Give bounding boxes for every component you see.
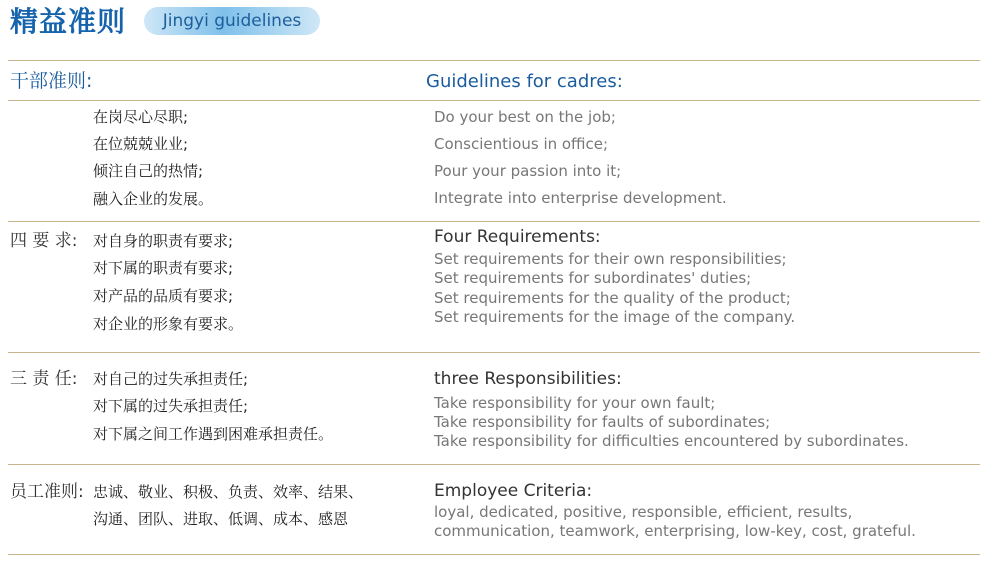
cadres-en-item: Pour your passion into it;: [434, 162, 622, 180]
employee-cn-item: 沟通、团队、进取、低调、成本、感恩: [93, 510, 349, 528]
cadres-en-item: Integrate into enterprise development.: [434, 189, 727, 207]
responsibilities-label: 三 责 任:: [10, 369, 78, 389]
divider-bottom: [8, 554, 980, 555]
employee-cn-item: 忠诚、敬业、积极、负责、效率、结果、: [93, 483, 364, 501]
responsibilities-en-title: three Responsibilities:: [434, 369, 622, 389]
cadres-cn-item: 在位兢兢业业;: [93, 135, 189, 153]
divider-requirements: [8, 221, 980, 222]
requirements-en-title: Four Requirements:: [434, 227, 601, 247]
header-cadres-en: Guidelines for cadres:: [426, 71, 623, 92]
responsibilities-en-item: Take responsibility for difficulties encountered by subordinates.: [434, 432, 909, 450]
responsibilities-en-item: Take responsibility for your own fault;: [434, 394, 716, 412]
employee-en-title: Employee Criteria:: [434, 481, 593, 501]
requirements-cn-item: 对自身的职责有要求;: [93, 232, 234, 250]
cadres-en-item: Do your best on the job;: [434, 108, 616, 126]
requirements-cn-item: 对下属的职责有要求;: [93, 259, 234, 277]
requirements-en-item: Set requirements for subordinates' duties;: [434, 269, 752, 287]
requirements-en-item: Set requirements for the quality of the product;: [434, 289, 791, 307]
divider-employee: [8, 464, 980, 465]
divider-header: [8, 100, 980, 101]
cadres-cn-item: 融入企业的发展。: [93, 190, 214, 208]
employee-en-item: loyal, dedicated, positive, responsible, efficient, results,: [434, 503, 853, 521]
responsibilities-cn-item: 对下属之间工作遇到困难承担责任。: [93, 425, 334, 443]
divider-top: [8, 60, 980, 61]
cadres-cn-item: 倾注自己的热情;: [93, 162, 204, 180]
requirements-cn-item: 对企业的形象有要求。: [93, 315, 244, 333]
responsibilities-cn-item: 对下属的过失承担责任;: [93, 397, 249, 415]
cadres-en-item: Conscientious in office;: [434, 135, 609, 153]
employee-label: 员工准则:: [10, 482, 84, 502]
requirements-en-item: Set requirements for the image of the company.: [434, 308, 796, 326]
responsibilities-cn-item: 对自己的过失承担责任;: [93, 370, 249, 388]
employee-en-item: communication, teamwork, enterprising, low-key, cost, grateful.: [434, 522, 916, 540]
title-badge: Jingyi guidelines: [144, 7, 320, 35]
requirements-cn-item: 对产品的品质有要求;: [93, 287, 234, 305]
header-cadres-cn: 干部准则:: [10, 70, 93, 92]
requirements-en-item: Set requirements for their own responsibilities;: [434, 250, 787, 268]
requirements-label: 四 要 求:: [10, 231, 78, 251]
cadres-cn-item: 在岗尽心尽职;: [93, 108, 189, 126]
responsibilities-en-item: Take responsibility for faults of subordinates;: [434, 413, 771, 431]
divider-responsibilities: [8, 352, 980, 353]
page-title: 精益准则: [10, 5, 127, 38]
